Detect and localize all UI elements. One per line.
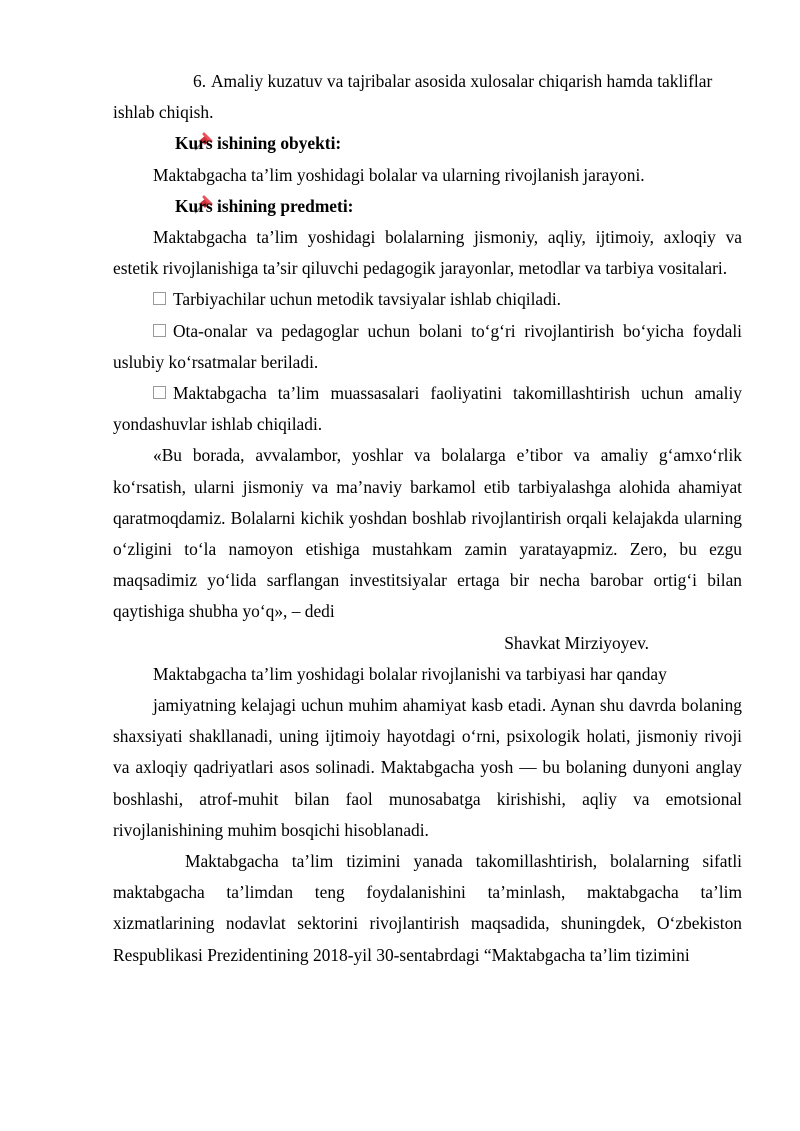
quote-author: Shavkat Mirziyoyev. — [504, 632, 649, 653]
pushpin-icon — [153, 131, 173, 151]
list-number: 6. — [193, 71, 207, 91]
paragraph-1-first-line: Maktabgacha ta’lim yoshidagi bolalar rivojlanishi va tarbiyasi har qanday — [153, 663, 667, 684]
pushpin-icon — [153, 194, 173, 214]
subject-heading — [113, 191, 742, 222]
checkbox-icon — [153, 386, 166, 399]
object-heading-text: Kurs ishining obyekti: — [175, 133, 342, 154]
bullet-text: Ota-onalar va pedagoglar uchun bolani to‘g‘ri rivojlantirish bo‘yicha foydali uslubiy ko‘rsatmalar beriladi. — [113, 320, 742, 372]
list-item-text: Amaliy kuzatuv va tajribalar asosida xulosalar chiqarish hamda takliflar — [211, 71, 713, 91]
bullet-text: Maktabgacha ta’lim muassasalari faoliyatini takomillashtirish uchun amaliy yondashuvlar ishlab chiqiladi. — [113, 383, 742, 435]
subject-heading-text: Kurs ishining predmeti: — [175, 195, 354, 216]
object-heading — [113, 128, 742, 159]
quote-paragraph: «Bu borada, avvalambor, yoshlar va bolalarga e’tibor va amaliy g‘amxo‘rlik ko‘rsatish, ularni jismoniy va ma’naviy barkamol etib tarbiyalashga alohida ahamiyat qaratmoqdamiz. Bolalarni kichik yoshdan boshlab rivojlantirish orqali kelajakda ularning o‘zligini to‘la namoyon etishiga mustahkam zamin yaratayapmiz. Zero, bu ezgu maqsadimiz yo‘lida sarflangan investitsiyalar ertaga bir necha barobar ortig‘i bilan qaytishiga shubha yo‘q», – dedi — [113, 445, 742, 622]
bullet-item-1 — [113, 284, 742, 315]
object-text: Maktabgacha ta’lim yoshidagi bolalar va ularning rivojlanish jarayoni. — [153, 164, 645, 185]
checkbox-icon — [153, 292, 166, 305]
paragraph-2: Maktabgacha ta’lim tizimini yanada takomillashtirish, bolalarning sifatli maktabgacha ta’limdan teng foydalanishini ta’minlash, maktabgacha ta’lim xizmatlarining nodavlat sektorini rivojlantirish maqsadida, shuningdek, O‘zbekiston Respublikasi Prezidentining 2018-yil 30-sentabrdagi “Maktabgacha ta’lim tizimini — [113, 851, 742, 965]
list-item-6 — [113, 66, 742, 97]
paragraph-1-body: jamiyatning kelajagi uchun muhim ahamiyat kasb etadi. Aynan shu davrda bolaning shaxsiyati shakllanadi, uning ijtimoiy hayotdagi o‘rni, psixologik holati, jismoniy rivoji va axloqiy qadriyatlari asos solinadi. Maktabgacha yosh — bu bolaning dunyoni anglay boshlashi, atrof-muhit bilan faol munosabatga kirishishi, aqliy va emotsional rivojlanishining muhim bosqichi hisoblanadi. — [113, 695, 742, 840]
bullet-item-2 — [113, 316, 742, 378]
bullet-item-3 — [113, 378, 742, 440]
checkbox-icon — [153, 324, 166, 337]
list-item-6-continuation: ishlab chiqish. — [113, 102, 214, 123]
subject-text: Maktabgacha ta’lim yoshidagi bolalarning jismoniy, aqliy, ijtimoiy, axloqiy va estetik rivojlanishiga ta’sir qiluvchi pedagogik jarayonlar, metodlar va tarbiya vositalari. — [113, 227, 742, 279]
bullet-text: Tarbiyachilar uchun metodik tavsiyalar ishlab chiqiladi. — [173, 289, 562, 310]
document-page — [113, 66, 742, 971]
